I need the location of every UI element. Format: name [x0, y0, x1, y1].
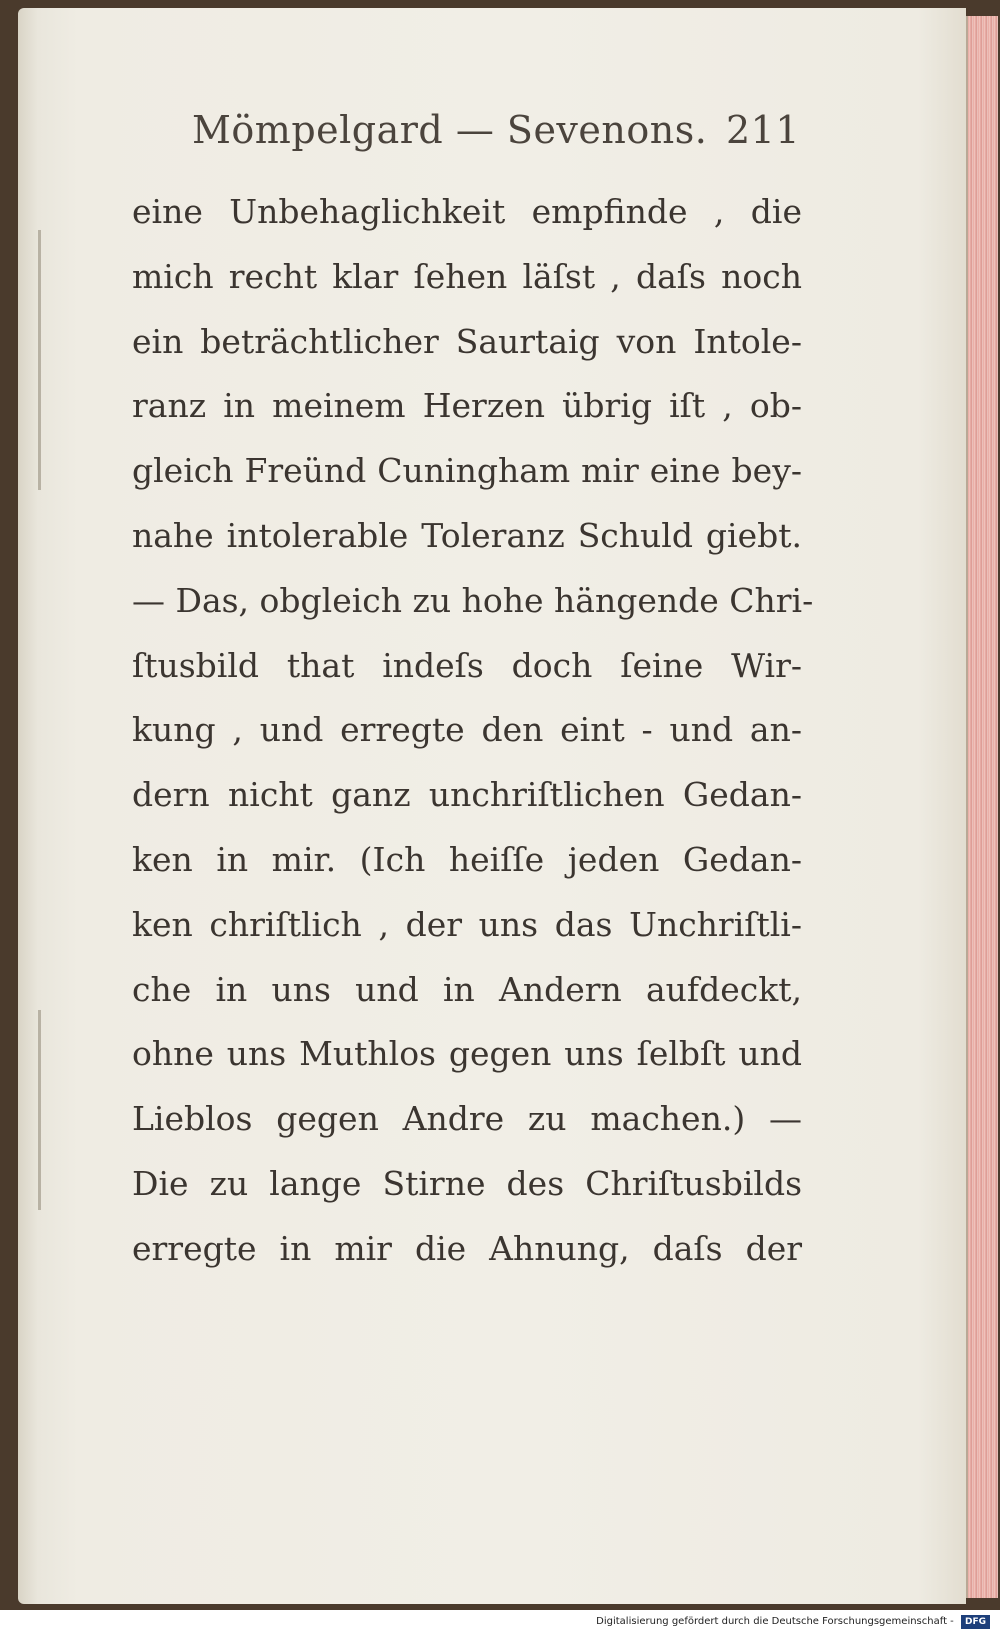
- body-text: [132, 180, 814, 1282]
- text-line: ſtusbild that indeſs doch ſeine Wir-: [132, 645, 802, 685]
- text-line: eine Unbehaglichkeit empfinde , die: [132, 192, 802, 231]
- text-line: dern nicht ganz unchriſtlichen Gedan-: [132, 775, 802, 815]
- running-head-title: Mömpelgard — Sevenons.: [192, 108, 708, 152]
- text-line: che in uns und in Andern aufdeckt,: [132, 969, 802, 1009]
- text-line: mich recht klar ſehen läſst , daſs noch: [132, 256, 802, 296]
- text-line: nahe intolerable Toleranz Schuld giebt.: [132, 515, 802, 555]
- text-line: ohne uns Muthlos gegen uns ſelbſt und: [132, 1034, 802, 1074]
- text-line: erregte in mir die Ahnung, daſs der: [132, 1228, 802, 1268]
- text-line: kung , und erregte den eint - und an-: [132, 710, 802, 750]
- text-line: gleich Freünd Cuningham mir eine bey-: [132, 451, 802, 491]
- dfg-credit: Digitalisierung gefördert durch die Deutsche Forschungsgemeinschaft -: [596, 1616, 954, 1627]
- digitization-footer: [0, 1610, 1000, 1633]
- binding-gutter: [38, 1010, 41, 1210]
- text-line: ranz in meinem Herzen übrig iſt , ob-: [132, 386, 802, 426]
- running-head: [180, 100, 800, 160]
- page-number: 211: [725, 108, 800, 152]
- page-edges: [966, 16, 998, 1598]
- text-line: ken in mir. (Ich heiſſe jeden Gedan-: [132, 839, 802, 879]
- text-line: — Das, obgleich zu hohe hängende Chri-: [132, 580, 814, 620]
- text-line: Die zu lange Stirne des Chriſtusbilds: [132, 1163, 802, 1203]
- dfg-logo: DFG: [961, 1615, 990, 1629]
- text-line: ein beträchtlicher Saurtaig von Intole-: [132, 321, 802, 361]
- text-line: Lieblos gegen Andre zu machen.) —: [132, 1099, 802, 1139]
- binding-gutter: [38, 230, 41, 490]
- text-line: ken chriſtlich , der uns das Unchriſtli-: [132, 904, 802, 944]
